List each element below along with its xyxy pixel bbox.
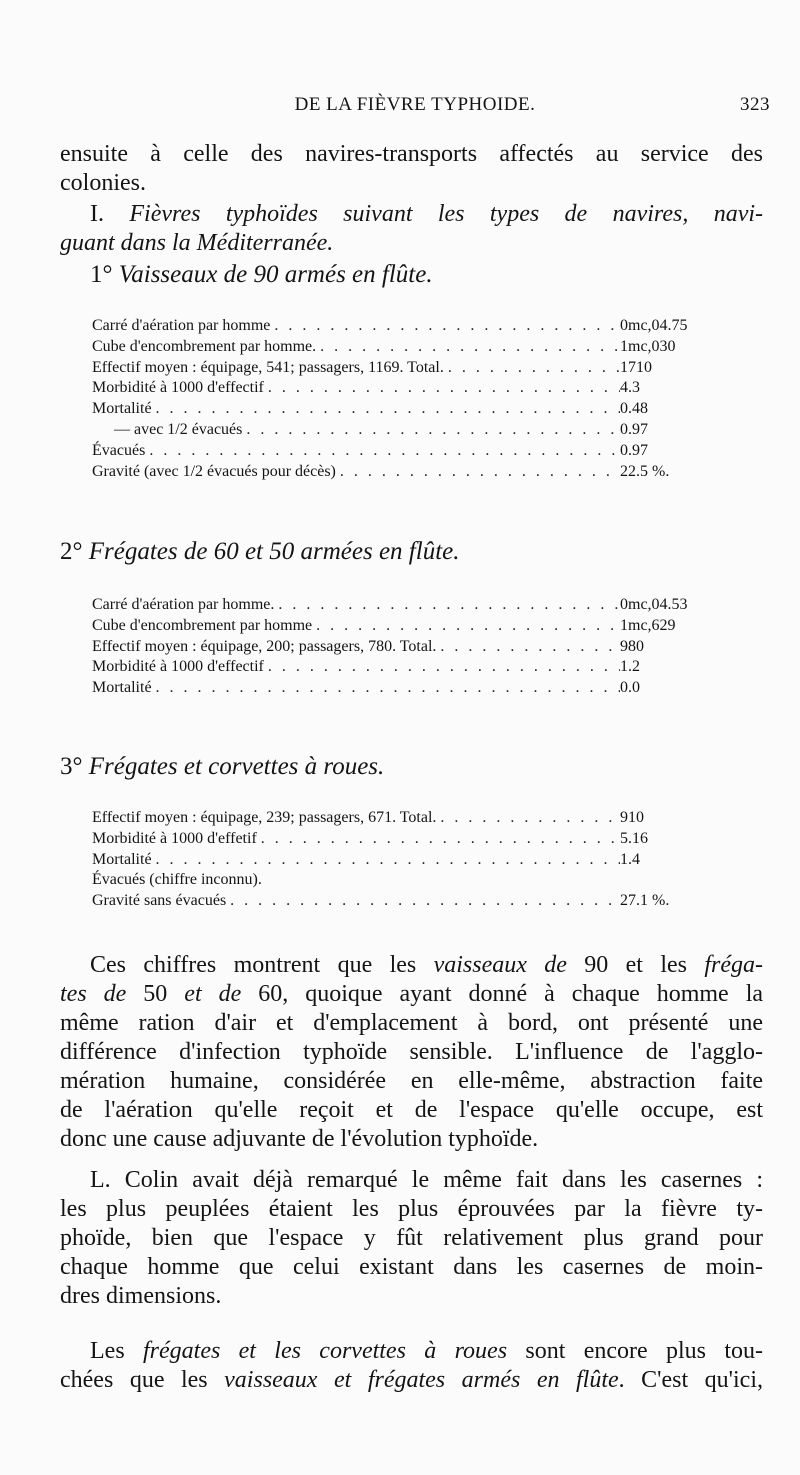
row-label: Évacués — [92, 441, 146, 459]
table-row — [92, 657, 712, 678]
intro-line-2: colonies. — [60, 170, 146, 196]
section-title-part-1: Fièvres typhoïdes suivant les types de navires, navi- — [129, 201, 763, 227]
row-label: Morbidité à 1000 d'effectif — [92, 379, 264, 397]
row-value: 0.97 — [620, 420, 648, 438]
paragraph-chiffres — [60, 951, 763, 1154]
row-value: 1mc,030 — [620, 337, 676, 355]
paragraph-line: donc une cause adjuvante de l'évolution typhoïde. — [60, 1126, 539, 1152]
row-label: Effectif moyen : équipage, 541; passagers, 1169. Total. — [92, 358, 444, 376]
table-row — [92, 808, 712, 829]
paragraph-line: tes de 50 et de 60, quoique ayant donné à chaque homme la — [60, 981, 764, 1007]
row-value: 0.0 — [620, 679, 640, 697]
table-row — [92, 616, 712, 637]
paragraph-line: dres dimensions. — [60, 1283, 222, 1309]
paragraph-line: Ces chiffres montrent que les vaisseaux de 90 et les fréga- — [90, 952, 763, 978]
table-row — [92, 850, 712, 871]
row-label: Évacués (chiffre inconnu). — [92, 871, 262, 889]
row-label: Mortalité — [92, 679, 152, 697]
paragraph-line: chaque homme que celui existant dans les casernes de moin- — [60, 1254, 763, 1280]
row-label: Morbidité à 1000 d'effectif — [92, 658, 264, 676]
table-row — [92, 595, 712, 616]
paragraph-colin — [60, 1166, 763, 1311]
table-row — [92, 358, 712, 379]
table-fregates — [92, 595, 712, 699]
paragraph-line: phoïde, bien que l'espace y fût relativement plus grand pour — [60, 1225, 763, 1251]
section-number: I. — [90, 201, 104, 227]
running-head-title: DE LA FIÈVRE TYPHOIDE. — [294, 94, 536, 115]
row-value: 1mc,629 — [620, 616, 676, 634]
row-value: 1.4 — [620, 850, 640, 868]
table-row — [92, 870, 712, 891]
section-heading-line-1 — [60, 200, 763, 229]
row-value: 4.3 — [620, 379, 640, 397]
row-label: Morbidité à 1000 d'effetif — [92, 829, 257, 847]
row-value: 27.1 %. — [620, 892, 670, 910]
row-value: 910 — [620, 809, 644, 826]
paragraph-line: Les frégates et les corvettes à roues sont encore plus tou- — [90, 1338, 764, 1364]
row-value: 980 — [620, 637, 644, 655]
paragraph-line: de l'aération qu'elle reçoit et de l'espace qu'elle occupe, est — [60, 1097, 763, 1123]
row-value: 5.16 — [620, 829, 648, 847]
table-row — [92, 337, 712, 358]
subsection-3-heading — [60, 752, 384, 781]
subsection-1-heading — [90, 260, 433, 289]
paragraph-line: différence d'infection typhoïde sensible. L'influence de l'agglo- — [60, 1039, 763, 1065]
intro-line-1: ensuite à celle des navires-transports affectés au service des — [60, 141, 763, 167]
paragraph-line: L. Colin avait déjà remarqué le même fait dans les casernes : — [90, 1167, 763, 1193]
row-label: Gravité sans évacués — [92, 892, 227, 910]
table-row — [92, 891, 712, 912]
row-label: Mortalité — [92, 400, 152, 418]
table-row — [92, 441, 712, 462]
paragraph-line: mération humaine, considérée en elle-même, abstraction faite — [60, 1068, 763, 1094]
table-row — [92, 420, 712, 441]
paragraph-line: chées que les vaisseaux et frégates armés en flûte. C'est qu'ici, — [60, 1367, 763, 1393]
row-label: Carré d'aération par homme — [92, 317, 271, 334]
table-row — [92, 637, 712, 658]
row-label: Cube d'encombrement par homme. — [92, 337, 317, 355]
subsection-2-title: Frégates de 60 et 50 armées en flûte. — [88, 538, 460, 565]
table-roues — [92, 808, 712, 912]
paragraph-fregates — [60, 1337, 763, 1395]
row-value: 0mc,04.75 — [620, 317, 688, 334]
table-row — [92, 378, 712, 399]
paragraph-line: même ration d'air et d'emplacement à bord, ont présenté une — [60, 1010, 763, 1036]
row-value: 1710 — [620, 358, 652, 376]
table-row — [92, 829, 712, 850]
page-number: 323 — [740, 94, 770, 115]
row-value: 0.97 — [620, 441, 648, 459]
subsection-2-heading — [60, 537, 460, 566]
row-value: 0mc,04.53 — [620, 596, 688, 613]
row-label: Mortalité — [92, 850, 152, 868]
table-row — [92, 316, 712, 337]
row-label: Effectif moyen : équipage, 239; passagers, 671. Total. — [92, 809, 437, 826]
subsection-3-title: Frégates et corvettes à roues. — [88, 753, 385, 780]
row-label: Carré d'aération par homme. — [92, 596, 275, 613]
intro-paragraph — [60, 140, 763, 198]
subsection-1-title: Vaisseaux de 90 armés en flûte. — [118, 261, 433, 288]
row-value: 0.48 — [620, 400, 648, 418]
subsection-1-number: 1° — [90, 261, 113, 288]
table-row — [92, 399, 712, 420]
table-vaisseaux — [92, 316, 712, 482]
paragraph-line: les plus peuplées étaient les plus éprouvées par la fièvre ty- — [60, 1196, 763, 1222]
row-label: — avec 1/2 évacués — [114, 420, 243, 438]
section-title-part-2: guant dans la Méditerranée. — [60, 230, 334, 256]
row-label: Effectif moyen : équipage, 200; passagers, 780. Total. — [92, 637, 437, 655]
subsection-2-number: 2° — [60, 538, 83, 565]
subsection-3-number: 3° — [60, 753, 83, 780]
table-row — [92, 462, 712, 483]
table-row — [92, 678, 712, 699]
section-heading-line-2 — [60, 229, 763, 258]
section-heading — [60, 200, 763, 258]
row-value: 1.2 — [620, 658, 640, 676]
row-label: Cube d'encombrement par homme — [92, 616, 313, 634]
row-label: Gravité (avec 1/2 évacués pour décès) — [92, 462, 336, 480]
running-head — [60, 94, 770, 120]
row-value: 22.5 %. — [620, 462, 670, 480]
